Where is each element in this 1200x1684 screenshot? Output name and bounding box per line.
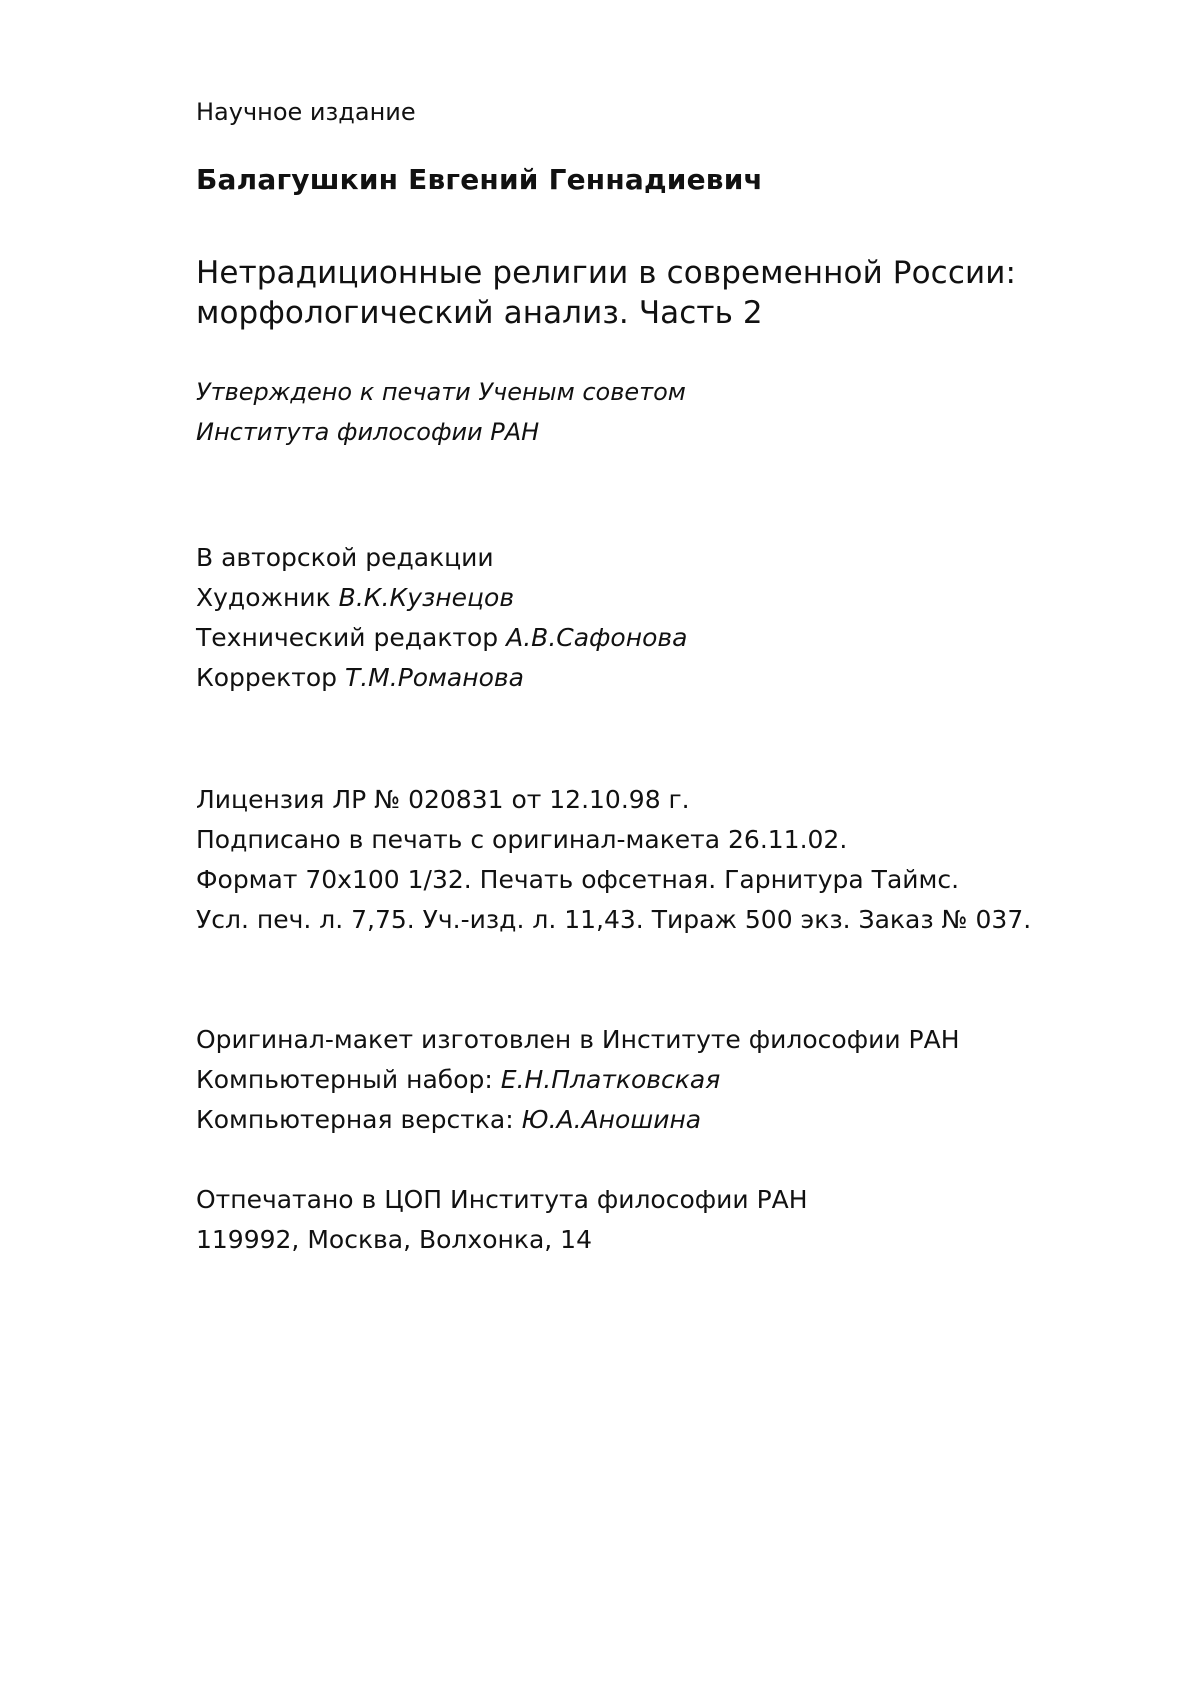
tech-editor-name: А.В.Сафонова — [506, 623, 688, 652]
approval-line-1: Утверждено к печати Ученым советом — [196, 378, 686, 406]
artist-role: Художник — [196, 583, 331, 612]
corrector-credit — [196, 665, 524, 690]
tech-editor-credit — [196, 625, 687, 650]
typing-role: Компьютерный набор: — [196, 1065, 493, 1094]
book-title-line-1: Нетрадиционные религии в современной России: — [196, 255, 1016, 291]
license-line: Лицензия ЛР № 020831 от 12.10.98 г. — [196, 785, 690, 814]
typing-name: Е.Н.Платковская — [500, 1065, 721, 1094]
edition-note: В авторской редакции — [196, 543, 494, 572]
artist-name: В.К.Кузнецов — [338, 583, 515, 612]
layout-role: Компьютерная верстка: — [196, 1105, 514, 1134]
corrector-name: Т.М.Романова — [344, 663, 524, 692]
author-name: Балагушкин Евгений Геннадиевич — [196, 163, 763, 196]
layout-origin-line: Оригинал-макет изготовлен в Институте философии РАН — [196, 1025, 960, 1054]
printed-at-line: Отпечатано в ЦОП Института философии РАН — [196, 1185, 808, 1214]
signed-to-print-line: Подписано в печать с оригинал-макета 26.11.02. — [196, 825, 848, 854]
typing-credit — [196, 1067, 720, 1092]
artist-credit — [196, 585, 514, 610]
format-line: Формат 70х100 1/32. Печать офсетная. Гарнитура Таймс. — [196, 865, 960, 894]
book-title-line-2: морфологический анализ. Часть 2 — [196, 295, 763, 331]
tech-editor-role: Технический редактор — [196, 623, 499, 652]
layout-credit — [196, 1107, 701, 1132]
corrector-role: Корректор — [196, 663, 337, 692]
approval-line-2: Института философии РАН — [196, 418, 540, 446]
print-run-line: Усл. печ. л. 7,75. Уч.-изд. л. 11,43. Тираж 500 экз. Заказ № 037. — [196, 905, 1032, 934]
layout-name: Ю.А.Аношина — [521, 1105, 702, 1134]
printer-address: 119992, Москва, Волхонка, 14 — [196, 1225, 592, 1254]
edition-type: Научное издание — [196, 98, 416, 126]
